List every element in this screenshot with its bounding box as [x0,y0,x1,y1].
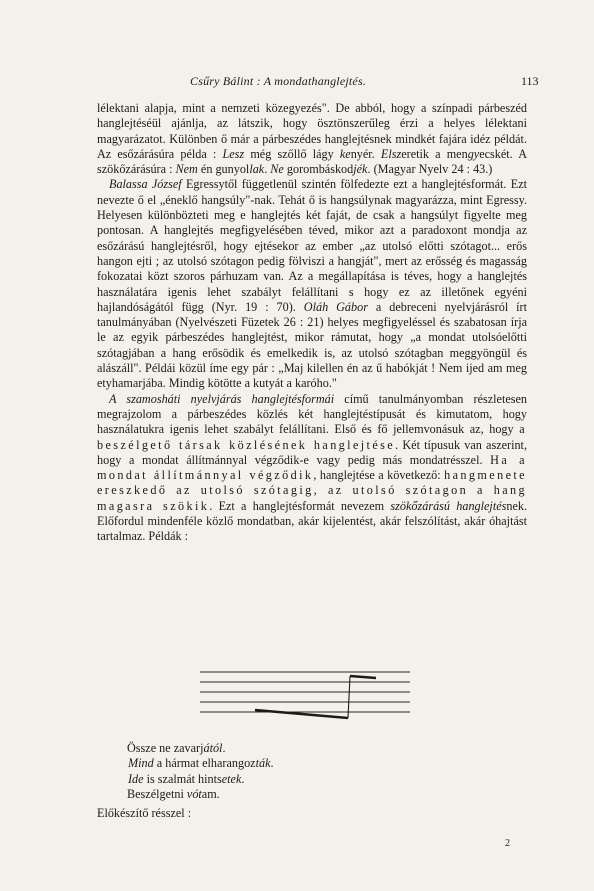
text-run: eretik a men [401,146,468,161]
text-run: Beszélgetni [127,787,187,802]
italic-run: Nem [175,162,198,177]
text-run: . [222,741,226,755]
italic-run: vót [186,787,202,802]
body-text [97,101,527,545]
text-run: még szőllő lágy [244,146,340,161]
italic-run: Ide [128,771,144,786]
text-run: Össze ne zavarj [127,741,204,755]
italic-run: gy [467,146,480,161]
italic-run: Mind [128,756,154,771]
spaced-emphasis: hangmenete ereszkedő az utolsó szótagig, az utolsó szótagon a hang magasra szökik [97,468,527,513]
text-run: ecskét. A szökőzárásúra : [97,146,528,177]
staff-lines [200,672,410,712]
verse-line-2 [127,756,274,771]
paragraph-3 [97,392,527,545]
text-run: . (Magyar Nyelv 24 : 43.) [367,162,493,177]
paragraph-1 [97,101,527,177]
running-header [0,74,594,90]
italic-run: jék [353,162,368,177]
italic-run: Elsz [380,146,402,161]
text-run: . [264,162,271,177]
text-run: című tanulmányomban részletesen megrajzolom a párbeszédes közlés két hanglejtéstípusát és kimutatom, hogy használatukra igenis lehet szabályt felállítani. Első és fő jellemvonásuk az, hogy [97,391,527,437]
italic-run: Lesz [222,146,245,161]
italic-run: ke [339,146,351,161]
section-intro: Előkészítő résszel : [97,806,192,820]
italic-run: etek [221,771,242,786]
italic-run: ától [203,741,223,755]
verse-line-4 [127,787,274,802]
work-title: A szamosháti nyelvjárás hanglejtésformái [109,391,335,406]
verse-line-1 [127,741,274,756]
author-name: Balassa József [109,177,182,192]
italic-run: Ne [270,162,284,177]
text-run: lélektani alapja, mint a nemzeti közegyezés". De abból, hogy a színpadi párbeszéd hanglejtéséül ajánlja, az látszik, hogy ösztönszerűleg érzi a helyes lélektani magyarázatot. Különben ő már a párbeszédes hanglejtésnek mindkét fajára idéz példát. Az esőzárásúra példa : [97,101,527,161]
text-run: Egressytől függetlenül szintén fölfedezte ezt a hanglejtésformát. Ezt nevezte ő el „éneklő hangsúly"-nak. Tehát ő is hangsúlynak magyarázza, mint Egressy. Helyesen különbözteti meg e hanglejtés két faját, de csak a hangsúlyt figyelte meg pontosan. A hanglejtés megfigyelésében téved, mikor azt a paradoxont mondja az esőzárású hanglejtésről, hogy ejtésekor az ember „az utolsó előtti szótagot... erős hangon ejti ; az utolsó szótagon pedig fölviszi a hangját", mert az erősség és magasság fokozatai közt szoros párhuzam van. Az a megállapítása is téves, hogy a hanglejtés használatára igenis lehet szabályt felállítani s hogy ez az illetőnek egyéni hajlandóságától függ (Nyr. 19 : 70). [97,177,527,314]
text-run: . [270,756,274,771]
term: szökőzárású hanglejtés [390,498,507,513]
text-run: a hármat elharangoz [153,756,256,771]
italic-run: ták [255,756,271,771]
text-run: nek. Előfordul mindenféle közlő mondatban, akár kijelentést, akár felszólítást, akár óhajtást tartalmaz. Példák : [97,498,528,544]
page-number: 113 [521,74,539,88]
spaced-emphasis: Ha a mondat állítmánnyal végződik [97,452,527,483]
running-title: Csűry Bálint : A mondathanglejtés. [190,74,367,88]
spaced-emphasis: a beszélgető társak közlésének hanglejtése [97,422,527,452]
text-run: am. [201,787,220,802]
text-run: is szalmát hints [143,771,222,786]
paragraph-2 [97,177,527,391]
verse-line-3 [127,772,274,787]
text-run: gorombáskod [283,162,354,177]
example-verses [127,741,274,803]
signature-mark: 2 [505,838,510,849]
author-name: Oláh Gábor [303,299,368,314]
text-run: . [241,771,245,786]
text-run: nyér. [350,146,381,161]
text-run: a debreceni nyelvjárásról írt tanulmányában (Nyelvészeti Füzetek 26 : 21) helyes megfigyeléssel és szabatosan írja le az egyik párbeszédes hanglejtést, mikor rámutat, hogy „a mondat utolsóelőtti szótagjában a hang erősödik és emelkedik is, az utolsó szótagban meggyöngül és alászáll". Példái közül íme egy pár : „Maj kilellen én az ű habókját ! Nem ijed am meg etyhamarjába. Mindig kötötte a kutyát a karóho." [97,299,527,391]
text-run: . Ezt a hanglejtésformát nevezem [209,498,391,513]
text-run: , hanglejtése a következő: [313,468,445,483]
intonation-staff-figure [180,658,430,738]
high-final-bar [350,676,376,678]
text-run: . Két típusuk van aszerint, hogy a mondat állítmánnyal végződik-e vagy pedig más mondatrésszel. [97,437,527,467]
falling-pitch-bar [255,710,348,718]
text-run: én gunyol [197,162,250,177]
italic-run: lak [249,162,265,177]
